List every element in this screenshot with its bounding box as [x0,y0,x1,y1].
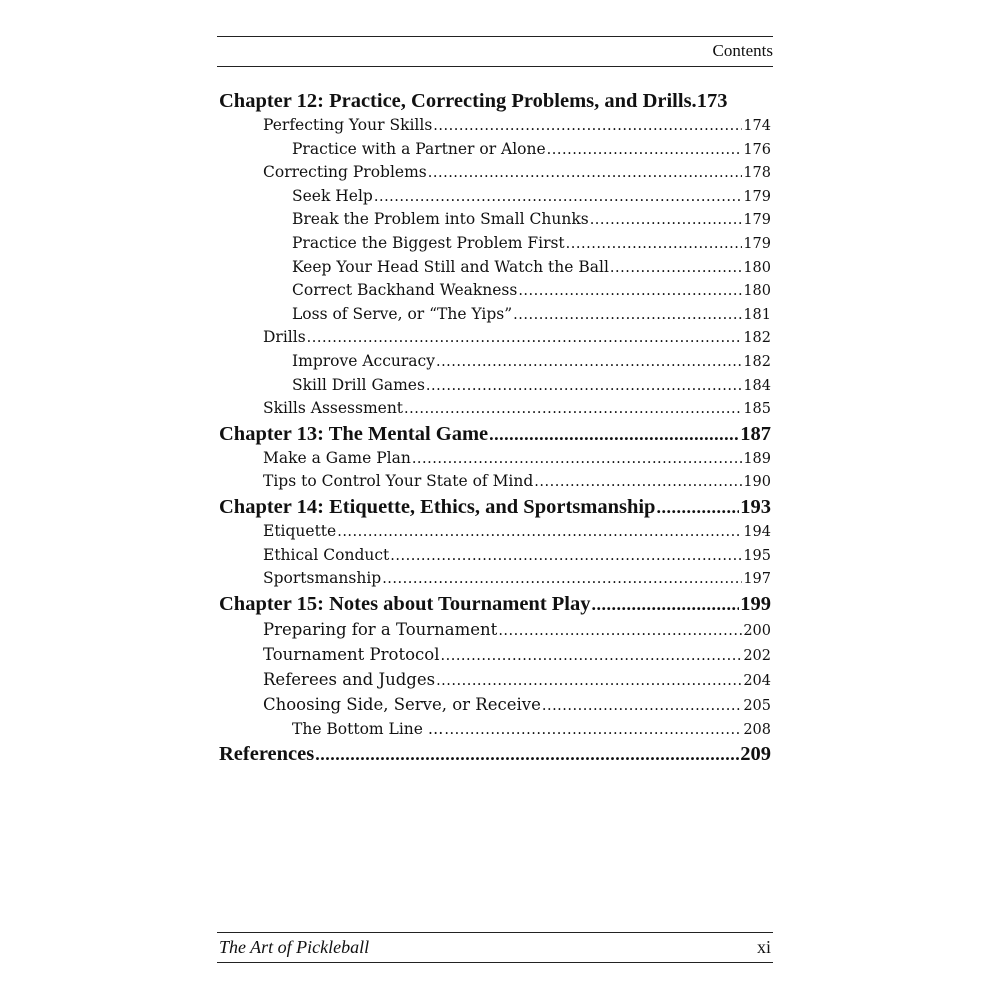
chapter-title: Chapter 13: The Mental Game [219,422,489,445]
entry-label: Tips to Control Your State of Mind [263,472,534,491]
toc-entry[interactable] [219,667,771,692]
entry-label: Preparing for a Tournament [263,619,498,639]
entry-label: Break the Problem into Small Chunks [292,210,589,229]
toc-chapter-14[interactable] [219,494,771,520]
dot-leader [590,209,743,232]
toc-entry[interactable] [219,114,771,138]
dot-leader [534,471,742,494]
dot-leader [382,568,742,591]
entry-page: 190 [743,474,771,491]
entry-page: 179 [743,235,771,252]
entry-page: 189 [743,450,771,467]
entry-label: Practice with a Partner or Alone [292,139,546,158]
entry-label: Skill Drill Games [292,375,425,394]
toc-entry[interactable] [219,642,771,667]
dot-leader [444,718,742,741]
entry-page: 195 [743,547,771,564]
footer-rule-bottom [217,962,773,963]
entry-label: Practice the Biggest Problem First [292,233,565,252]
entry-page: 204 [743,672,771,689]
dot-leader [542,694,742,717]
toc-entry[interactable] [219,138,771,162]
entry-page: 200 [743,622,771,639]
entry-page: 179 [743,188,771,205]
toc-chapter-12[interactable] [219,88,771,114]
toc-entry[interactable] [219,520,771,544]
entry-label: Loss of Serve, or “The Yips” [292,304,513,323]
toc-entry[interactable] [219,374,771,398]
entry-label: Seek Help [292,186,373,205]
entry-label: Perfecting Your Skills [263,116,433,134]
entry-label: Correcting Problems [263,163,427,182]
dot-leader [566,233,743,256]
dot-leader [404,398,742,421]
entry-page: 174 [743,118,771,134]
toc-entry[interactable] [219,447,771,471]
chapter-title: References [219,742,315,765]
entry-page: 180 [743,259,771,276]
entry-page: 202 [743,647,771,664]
toc-chapter-15[interactable] [219,591,771,617]
entry-page: 180 [743,283,771,300]
entry-label: Ethical Conduct [263,545,390,564]
entry-page: 205 [743,697,771,714]
entry-page: 182 [743,330,771,347]
dot-leader [656,494,739,520]
dot-leader [315,741,739,767]
dot-leader [412,448,743,471]
chapter-title: Chapter 12: Practice, Correcting Problems, and Drills. [219,90,697,112]
page-number: xi [756,937,771,957]
chapter-page: 209 [740,742,771,765]
toc-entry[interactable] [219,326,771,350]
toc-entry[interactable] [219,617,771,642]
dot-leader [433,115,742,138]
entry-page: 197 [743,571,771,588]
entry-label: Sportsmanship [263,569,382,588]
entry-label: Keep Your Head Still and Watch the Ball [292,257,609,276]
toc-chapter-13[interactable] [219,421,771,447]
entry-label: Referees and Judges [263,669,436,689]
toc-references[interactable] [219,741,771,767]
toc-entry[interactable] [219,279,771,303]
toc-entry[interactable] [219,350,771,374]
entry-page: 194 [743,523,771,540]
book-title: The Art of Pickleball [219,937,370,957]
entry-label: Drills [263,328,306,347]
chapter-page: 193 [740,495,771,518]
entry-label: Improve Accuracy [292,351,435,370]
dot-leader [390,545,742,568]
entry-page: 208 [743,721,771,738]
toc-entry[interactable] [219,470,771,494]
dot-leader [498,619,742,642]
toc-entry[interactable] [219,208,771,232]
entry-page: 184 [743,377,771,394]
toc-entry[interactable] [219,256,771,280]
dot-leader [337,521,742,544]
toc-entry[interactable] [219,397,771,421]
header-rule-bottom [217,66,773,67]
toc-entry[interactable] [219,161,771,185]
chapter-page: 199 [740,592,771,615]
chapter-page: 187 [740,422,771,445]
entry-label: Correct Backhand Weakness [292,281,518,300]
chapter-title: Chapter 14: Etiquette, Ethics, and Sportsmanship [219,495,656,518]
chapter-title: Chapter 15: Notes about Tournament Play [219,592,591,615]
entry-label: Choosing Side, Serve, or Receive [263,694,541,714]
entry-page: 178 [743,165,771,182]
table-of-contents [219,88,771,767]
header-rule-top [217,36,773,37]
dot-leader [426,375,742,398]
running-footer [217,934,773,960]
entry-page: 176 [743,141,771,158]
dot-leader [436,351,742,374]
dot-leader [592,591,740,617]
toc-entry[interactable] [219,303,771,327]
toc-entry[interactable] [219,717,771,741]
entry-page: 182 [743,353,771,370]
entry-label: Skills Assessment [263,399,404,418]
dot-leader [547,139,743,162]
toc-entry[interactable] [219,544,771,568]
dot-leader [513,304,742,327]
dot-leader [610,257,742,280]
dot-leader [307,327,743,350]
chapter-page: 173 [696,90,728,112]
dot-leader [441,644,743,667]
entry-label: Make a Game Plan [263,448,411,467]
toc-entry[interactable] [219,185,771,209]
dot-leader [436,669,742,692]
entry-label: Tournament Protocol [263,644,440,664]
dot-leader [518,280,742,303]
dot-leader [428,162,743,185]
entry-page: 181 [743,306,771,323]
entry-label: The Bottom Line … [292,719,444,738]
dot-leader [374,186,742,209]
toc-entry[interactable] [219,692,771,717]
footer-rule-top [217,932,773,933]
entry-page: 185 [743,401,771,418]
entry-page: 179 [743,212,771,229]
toc-entry[interactable] [219,232,771,256]
running-header: Contents [712,41,773,60]
dot-leader [489,421,739,447]
entry-label: Etiquette [263,521,337,540]
toc-entry[interactable] [219,567,771,591]
